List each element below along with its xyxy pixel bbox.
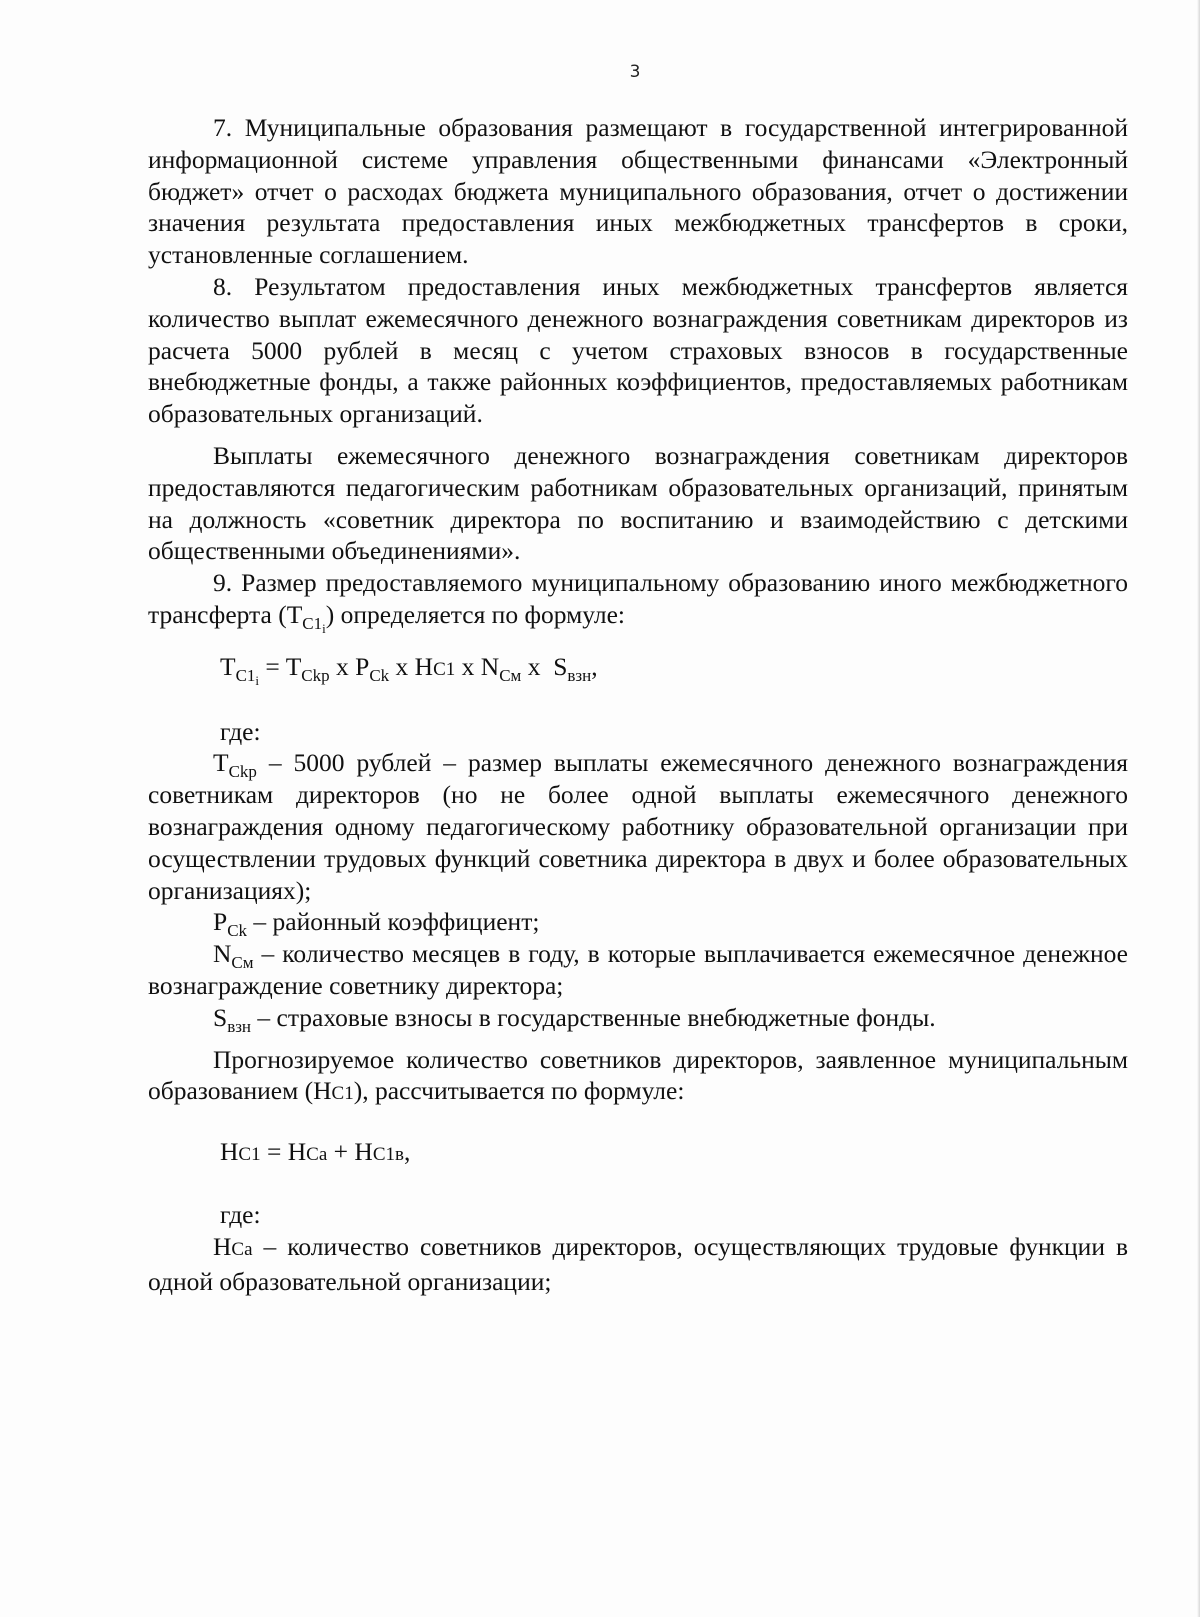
page-number: 3: [629, 62, 641, 82]
definition-pck: $P_{Ck}$ – районный коэффициент;: [213, 907, 540, 941]
formula-advisors-count: НC1 = НCa + НC1в,: [220, 1137, 411, 1167]
paragraph-8-payments: Выплаты ежемесячного денежного вознаграждения советникам директоров предоставляются педагогическим работникам образовательных организаций, принятым на должность «советник директора по воспитанию и взаимодействию с детскими общественными объединениями».: [148, 440, 1128, 566]
where-label-2: где:: [220, 1199, 261, 1229]
document-body: [148, 112, 1128, 1297]
paragraph-9-text-end: ) определяется по формуле:: [325, 599, 625, 629]
paragraph-7: 7. Муниципальные образования размещают в государственной интегрированной информационной системе управления общественными финансами «Электронный бюджет» отчет о расходах бюджета муниципального образования, отчет о достижении значения результата предоставления иных межбюджетных трансфертов в сроки, установленные соглашением.: [148, 113, 1128, 270]
where-label-1: где:: [220, 716, 261, 746]
paragraph-8: 8. Результатом предоставления иных межбюджетных трансфертов является количество выплат ежемесячного денежного вознаграждения советникам директоров из расчета 5000 рублей в месяц с учетом страховых взносов в государственные внебюджетные фонды, а также районных коэффициентов, предоставляемых работникам образовательных организаций.: [148, 271, 1128, 429]
paragraph-9: [148, 567, 1128, 636]
formula-transfer: $T_{C1_i} = T_{Ckp}$ x $P_{Ck}$ x НC1 x $N_{См}$ x $S_{взн}$,: [220, 651, 598, 688]
paragraph-hc1-intro: Прогнозируемое количество советников директоров, заявленное муниципальным образованием (НC1), рассчитывается по формуле:: [148, 1044, 1128, 1106]
definition-tckp: $T_{Ckp} - 5000$ рублей – размер выплаты ежемесячного денежного вознаграждения советникам директоров (но не более одной выплаты ежемесячного денежного вознаграждения одному педагогическому работнику образовательной организации при осуществлении трудовых функций советника директора в двух и более образовательных организациях);: [148, 748, 1128, 905]
paragraph-9-text-start: 9. Размер предоставляемого муниципальному образованию иного межбюджетного трансферта (: [148, 568, 1128, 629]
definition-svzn: $S_{взн}$ – страховые взносы в государственные внебюджетные фонды.: [213, 1002, 936, 1036]
symbol-tc1i: $T_{C1_i}$: [286, 599, 326, 636]
definition-ncm: $N_{См}$ – количество месяцев в году, в которые выплачивается ежемесячное денежное вознаграждение советнику директора;: [148, 939, 1128, 1000]
definition-hca: НCa – количество советников директоров, осуществляющих трудовые функции в одной образовательной организации;: [148, 1231, 1128, 1296]
